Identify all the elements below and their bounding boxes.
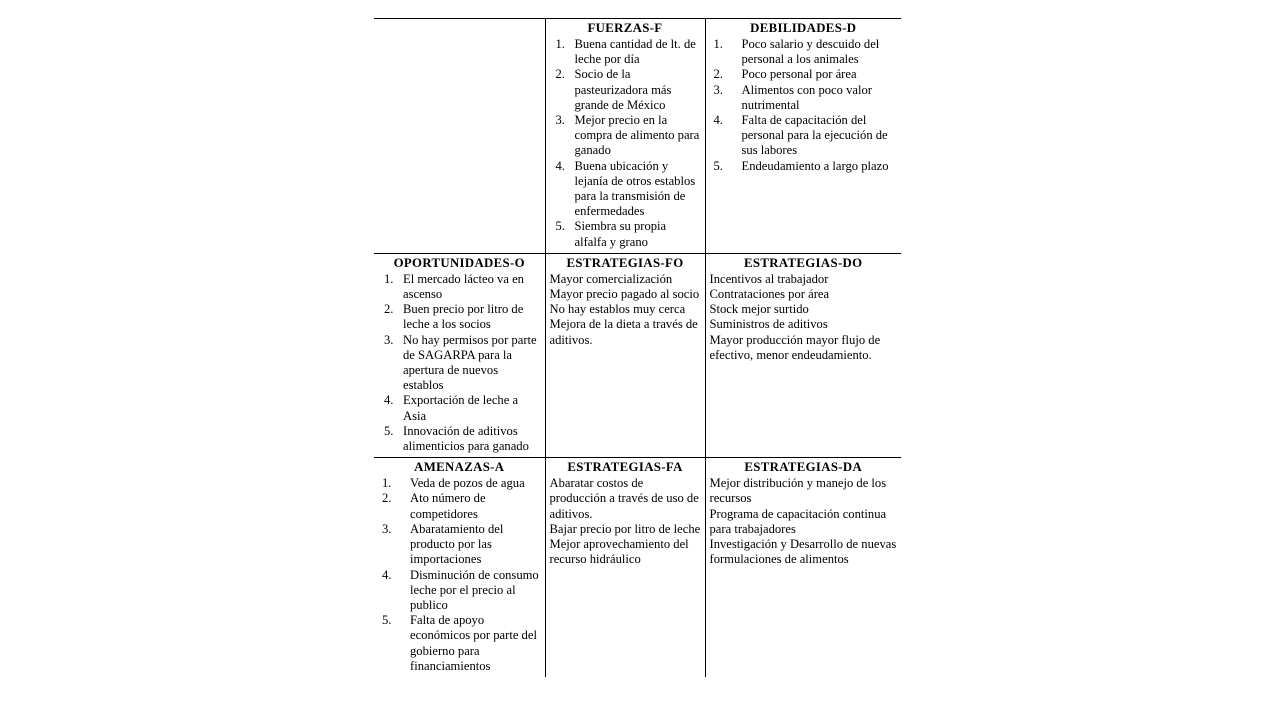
list-text: El mercado lácteo va en ascenso	[403, 271, 524, 302]
list-item: Programa de capacitación continua para trabajadores	[709, 506, 887, 536]
list-item	[710, 83, 898, 113]
list-item: Mejor aprovechamiento del recurso hidráulico	[549, 537, 689, 567]
list-text: Socio de la pasteurizadora más grande de México	[574, 67, 672, 112]
list-text: Siembra su propia alfalfa y grano	[574, 219, 667, 249]
list-text: Veda de pozos de agua	[410, 476, 525, 491]
cell-strategies-fo	[545, 253, 705, 457]
list-item: Incentivos al trabajador	[709, 271, 829, 286]
cell-strategies-do	[705, 253, 901, 457]
list-marker: 4.	[713, 113, 723, 128]
list-marker: 2.	[555, 67, 565, 82]
list-text: No hay permisos por parte de SAGARPA para la apertura de nuevos establos	[403, 332, 537, 393]
list-text: Buen precio por litro de leche a los socios	[403, 302, 524, 332]
list-item	[710, 37, 898, 67]
list-marker: 1.	[384, 271, 394, 286]
corner-cell	[374, 19, 545, 254]
list-marker: 4.	[384, 393, 394, 408]
strategies-fo-title: ESTRATEGIAS-FO	[566, 255, 684, 270]
list-item	[378, 424, 541, 454]
list-item	[378, 568, 541, 614]
list-item: Stock mejor surtido	[709, 302, 809, 317]
list-item	[550, 37, 701, 67]
list-item: Mejora de la dieta a través de aditivos.	[549, 317, 698, 347]
list-marker: 2.	[384, 302, 394, 317]
list-item	[710, 159, 898, 174]
list-marker: 3.	[382, 521, 392, 536]
list-item	[710, 113, 898, 159]
list-marker: 3.	[384, 332, 394, 347]
strategies-da-title: ESTRATEGIAS-DA	[744, 460, 863, 475]
opportunities-list	[378, 272, 541, 454]
cell-opportunities	[374, 253, 545, 457]
cell-threats	[374, 458, 545, 677]
list-marker: 4.	[555, 158, 565, 173]
threats-list	[378, 476, 541, 674]
strategies-fo-list	[550, 272, 701, 348]
list-item	[378, 302, 541, 332]
list-item: No hay establos muy cerca	[549, 302, 686, 317]
strategies-do-list	[710, 272, 898, 363]
list-marker: 3.	[713, 82, 723, 97]
cell-strengths	[545, 19, 705, 254]
list-item	[710, 67, 898, 82]
list-marker: 5.	[555, 219, 565, 234]
list-text: Innovación de aditivos alimenticios para ganado	[403, 423, 529, 454]
cell-weaknesses	[705, 19, 901, 254]
list-marker: 5.	[713, 158, 723, 173]
list-text: Ato número de competidores	[410, 491, 486, 521]
matrix-row-threats	[374, 458, 901, 677]
list-text: Alimentos con poco valor nutrimental	[741, 82, 872, 112]
list-item: Mayor precio pagado al socio	[549, 287, 700, 302]
list-text: Mejor precio en la compra de alimento para ganado	[574, 113, 700, 158]
list-text: Falta de apoyo económicos por parte del gobierno para financiamientos	[410, 613, 537, 673]
list-marker: 4.	[382, 567, 392, 582]
strategies-fa-list	[550, 476, 701, 567]
list-item	[550, 159, 701, 220]
list-item	[378, 613, 541, 674]
list-item	[378, 491, 541, 521]
list-marker: 1.	[382, 476, 392, 491]
swot-matrix	[374, 18, 901, 677]
list-item: Bajar precio por litro de leche	[549, 521, 701, 536]
list-text: Disminución de consumo leche por el precio al publico	[410, 567, 539, 612]
strategies-do-title: ESTRATEGIAS-DO	[744, 255, 863, 270]
matrix-row-opportunities	[374, 253, 901, 457]
list-item: Mayor comercialización	[549, 271, 673, 286]
strengths-title: FUERZAS-F	[587, 21, 663, 35]
list-item	[378, 476, 541, 491]
list-text: Buena ubicación y lejanía de otros establos para la transmisión de enfermedades	[574, 158, 696, 219]
list-item: Contrataciones por área	[709, 287, 830, 302]
list-item	[378, 333, 541, 394]
list-marker: 1.	[713, 37, 723, 51]
list-item	[378, 522, 541, 568]
list-item	[550, 113, 701, 159]
threats-title: AMENAZAS-A	[414, 460, 505, 475]
list-marker: 5.	[384, 423, 394, 438]
list-text: Abaratamiento del producto por las importaciones	[410, 521, 504, 567]
list-marker: 2.	[382, 491, 392, 506]
list-item	[378, 272, 541, 302]
matrix-row-internal-factors	[374, 19, 901, 254]
cell-strategies-da	[705, 458, 901, 677]
list-item: Mayor producción mayor flujo de efectivo, menor endeudamiento.	[709, 332, 881, 362]
list-item	[550, 219, 701, 249]
list-marker: 3.	[555, 113, 565, 128]
corner-cell-label	[374, 19, 545, 29]
list-text: Poco salario y descuido del personal a los animales	[741, 37, 880, 67]
list-item: Suministros de aditivos	[709, 317, 828, 332]
list-text: Endeudamiento a largo plazo	[741, 158, 889, 173]
list-text: Buena cantidad de lt. de leche por día	[574, 37, 696, 67]
strengths-list	[550, 37, 701, 250]
cell-strategies-fa	[545, 458, 705, 677]
list-text: Exportación de leche a Asia	[403, 393, 519, 423]
weaknesses-list	[710, 37, 898, 174]
list-item	[550, 67, 701, 113]
strategies-da-list	[710, 476, 898, 567]
strategies-fa-title: ESTRATEGIAS-FA	[567, 460, 683, 475]
list-item: Abaratar costos de producción a través de uso de aditivos.	[549, 476, 699, 521]
list-text: Falta de capacitación del personal para la ejecución de sus labores	[741, 113, 888, 158]
list-marker: 1.	[555, 37, 565, 51]
list-text: Poco personal por área	[741, 67, 857, 82]
weaknesses-title: DEBILIDADES-D	[750, 21, 857, 35]
list-marker: 5.	[382, 613, 392, 628]
opportunities-title: OPORTUNIDADES-O	[393, 255, 525, 270]
list-marker: 2.	[713, 67, 723, 82]
list-item: Investigación y Desarrollo de nuevas formulaciones de alimentos	[709, 537, 897, 567]
list-item	[378, 393, 541, 423]
list-item: Mejor distribución y manejo de los recursos	[709, 476, 887, 506]
